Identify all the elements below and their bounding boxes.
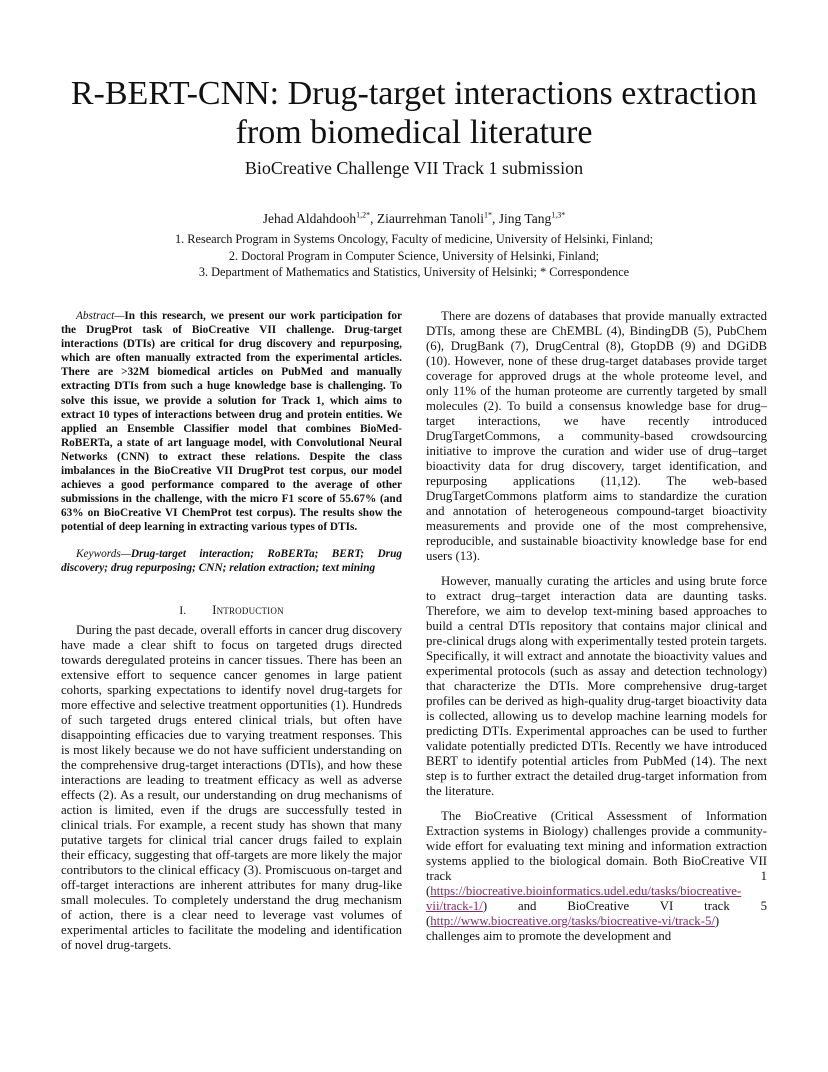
keywords-label: Keywords— (76, 547, 131, 560)
abstract (61, 309, 402, 535)
author: Ziaurrehman Tanoli$^{1*}$, (376, 210, 499, 226)
keywords (61, 547, 402, 575)
affiliation: 3. Department of Mathematics and Statistics, University of Helsinki; * Correspondence (198, 265, 630, 279)
left-column (61, 309, 402, 953)
track5-link[interactable]: http://www.biocreative.org/tasks/biocreative-vi/track-5/ (430, 914, 715, 928)
author-list (40, 210, 788, 227)
body-paragraph: However, manually curating the articles and using brute force to extract drug–target interaction data are daunting tasks. Therefore, we aim to develop text-mining based approaches to build a central DTIs repository that contains major clinical and pre-clinical drugs along with experimentally tested protein targets. Specifically, it will extract and annotate the bioactivity values and experimental protocols (such as assay and detection technology) that characterize the DTIs. More comprehensive drug-target profiles can be derived as high-quality drug-target bioactivity data is collected, allowing us to develop machine learning models for predicting DTIs. Experimental approaches can be used to further validate potentially predicted DTIs. Recently we have introduced BERT to identify potential articles from PubMed (14). The next step is to further extract the detailed drug-target information from the literature. (426, 574, 767, 798)
affiliation: 2. Doctoral Program in Computer Science, University of Helsinki, Finland; (228, 248, 600, 263)
author: Jehad Aldahdooh$^{1,2*}$, (262, 210, 377, 226)
affiliation: 1. Research Program in Systems Oncology, Faculty of medicine, University of Helsinki, Finland; (174, 232, 654, 246)
track1-link[interactable]: https://biocreative.bioinformatics.udel.edu/tasks/biocreative-vii/track-1/ (426, 884, 742, 913)
author: Jing Tang$^{1,3*}$ (498, 210, 566, 226)
body-paragraph: There are dozens of databases that provide manually extracted DTIs, among these are ChEMBL (4), BindingDB (5), PubChem (6), DrugBank (7), DrugCentral (8), GtopDB (9) and DGiDB (10). However, none of these drug-target databases provide target coverage for approved drugs at the whole proteome level, and only 11% of the human proteome are currently targeted by small molecules (2). To build a consensus knowledge base for drug–target interactions, we have recently introduced DrugTargetCommons, a community-based crowdsourcing initiative to improve the curation and wider use of drug–target bioactivity data for drug discovery, target identification, and repurposing applications (11,12). The web-based DrugTargetCommons platform aims to standardize the curation and annotation of heterogeneous compound-target bioactivity measurements and provide one of the most comprehensive, reproducible, and sustainable bioactivity knowledge base for end users (13). (426, 309, 767, 563)
right-column (426, 309, 767, 944)
intro-paragraph: During the past decade, overall efforts in cancer drug discovery have made a clear shift to focus on targeted drugs directed towards deregulated proteins in cancer tissues. There has been an extensive effort to sequence cancer genomes in large patient cohorts, sparking expectations to identify novel drug-targets for more effective and selective treatment opportunities (1). Hundreds of such targeted drugs entered clinical trials, but often have disappointing efficacies due to varying treatment responses. This is most likely because we do not have sufficient understanding on the comprehensive drug-target interactions (DTIs), and how these interactions are leading to treatment efficacy as well as adverse effects (2). As a result, our understanding on drug mechanisms of action is limited, even if the drugs are successfully tested in clinical trials. For example, a recent study has shown that many putative targets for clinical trial cancer drugs failed to explain their efficacy, suggesting that off-targets are more likely the major contributors to the clinical efficacy (3). Promiscuous on-target and off-target interactions are inherent attributes for many drug-like small molecules. To completely understand the drug mechanism of action, there is a clear need to leverage vast volumes of experimental articles to facilitate the modeling and identification of novel drug-targets. (61, 622, 402, 952)
keywords-text: Drug-target interaction; RoBERTa; BERT; Drug discovery; drug repurposing; CNN; relation extraction; text mining (61, 547, 402, 574)
abstract-label: Abstract— (76, 310, 125, 322)
body-paragraph-biocreative: The BioCreative (Critical Assessment of Information Extraction systems in Biology) challenges provide a community-wide effort for evaluating text mining and information extraction systems applied to the biological domain. Both BioCreative VII track 1 (https://biocreative.bioinformatics.udel.edu/tasks/biocreative-vii/track-1/) and BioCreative VI track 5 (http://www.biocreative.org/tasks/biocreative-vi/track-5/) challenges aim to promote the development and (426, 809, 767, 943)
affiliation-list (40, 231, 788, 281)
section-heading-introduction (61, 603, 402, 617)
paper-title: R-BERT-CNN: Drug-target interactions extraction from biomedical literature (70, 75, 758, 151)
section-title: Introduction (212, 602, 284, 617)
paper-subtitle: BioCreative Challenge VII Track 1 submission (244, 158, 584, 178)
section-number: I. (179, 602, 187, 617)
abstract-text: In this research, we present our work participation for the DrugProt task of BioCreative VII challenge. Drug-target interactions (DTIs) are critical for drug discovery and repurposing, which are often manually extracted from the experimental articles. There are >32M biomedical articles on PubMed and manually extracting DTIs from such a huge knowledge base is challenging. To solve this issue, we provide a solution for Track 1, which aims to extract 10 types of interactions between drug and protein entities. We applied an Ensemble Classifier model that combines BioMed-RoBERTa, a state of art language model, with Convolutional Neural Networks (CNN) to extract these relations. Despite the class imbalances in the BioCreative VII DrugProt test corpus, our model achieves a good performance compared to the average of other submissions in the challenge, with the micro F1 score of 55.67% (and 63% on BioCreative VI ChemProt test corpus). The results show the potential of deep learning in extracting various types of DTIs. (61, 310, 402, 534)
